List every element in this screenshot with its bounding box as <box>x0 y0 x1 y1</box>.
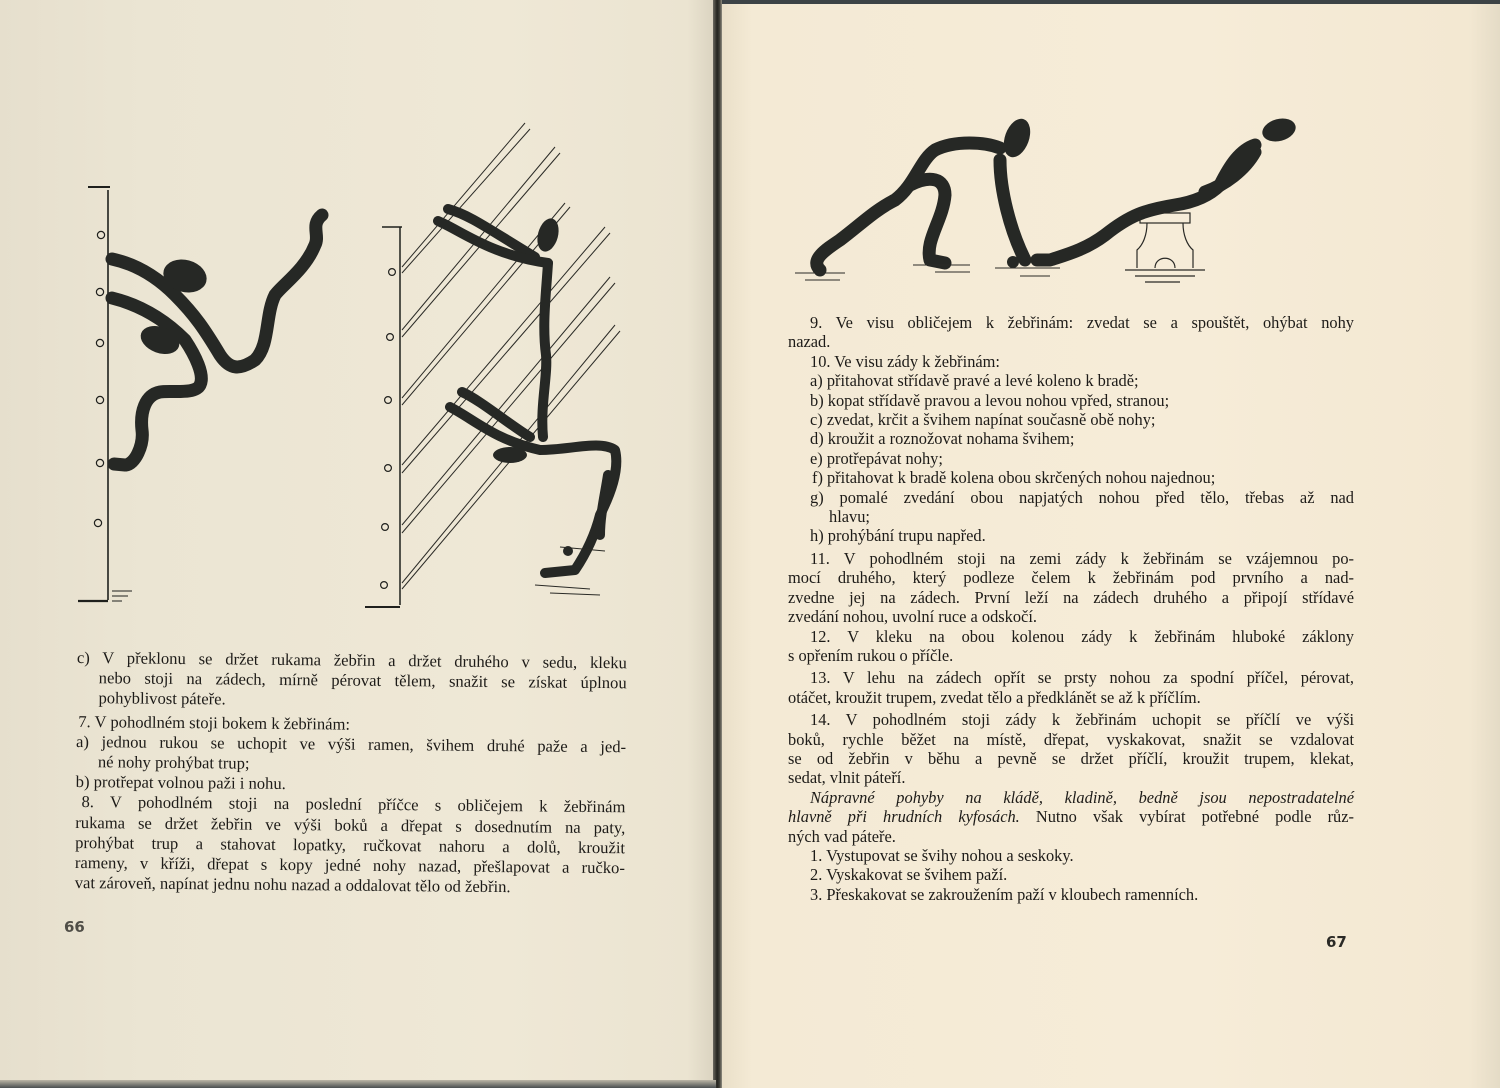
normal-text: Nutno však vybírat potřebné podle růz- <box>1019 807 1354 827</box>
item-13 <box>788 668 1354 707</box>
text-line: a) přitahovat střídavě pravé a levé koleno k bradě; <box>810 371 1139 391</box>
text-line: boků, rychle běžet na místě, dřepat, vyskakovat, snažit se vzdalovat <box>788 729 1354 749</box>
wall-bars-icon <box>78 187 132 601</box>
gymnast-head-icon <box>493 216 573 556</box>
text-line: 13. V lehu na zádech opřít se prsty nohou za spodní příčel, pérovat, <box>810 668 1354 688</box>
text-line: a) jednou rukou se uchopit ve výši ramen, švihem druhé paže a jed- <box>76 731 627 757</box>
item-12 <box>788 627 1354 666</box>
item-b3 <box>788 885 1354 904</box>
text-line: vat zároveň, napínat jednu nohu nazad a oddalovat tělo od žebřin. <box>74 873 511 897</box>
text-line: prohýbat trup a stahovat lopatky, ručkovat nahoru a dolů, kroužit <box>75 832 626 858</box>
diagonal-bars-icon <box>402 123 620 589</box>
text-line: d) kroužit a roznožovat nohama švihem; <box>810 429 1075 449</box>
gymnast-head-icon <box>999 115 1298 268</box>
text-line: 8. V pohodlném stoji na poslední příčce s obličejem k žebřinám <box>81 792 626 817</box>
text-line: zvedne jej na zádech. První leží na zádech druhého a připojí střídavé <box>788 587 1354 607</box>
item-10h <box>788 526 1354 545</box>
text-line: e) protřepávat nohy; <box>810 448 943 468</box>
item-10g <box>788 488 1354 527</box>
text-line: mocí druhého, který podleze čelem k žebřinám pod prvního a nad- <box>788 568 1354 588</box>
text-line: otáčet, kroužit trupem, zvedat tělo a předklánět se až k příčlím. <box>788 687 1201 707</box>
text-line: b) protřepat volnou paži i nohu. <box>75 772 286 794</box>
text-line: 14. V pohodlném stoji zády k žebřinám uchopit se příčlí ve výši <box>810 710 1354 730</box>
text-line: nebo stoji na zádech, mírně pérovat tělem, snažit se získat úplnou <box>98 668 627 693</box>
text-line: rukama se držet žebřin ve výši boků a dřepat s dosednutím na paty, <box>75 812 626 837</box>
item-10f <box>788 468 1354 487</box>
text-line: sedat, vlnit páteří. <box>788 768 906 788</box>
text-line: pohyblivost páteře. <box>98 688 226 709</box>
text-line: Nápravné pohyby na kládě, kladině, bedně jsou nepostradatelné <box>810 787 1354 807</box>
intro-corrective-exercises <box>788 788 1354 846</box>
text-line: 9. Ve visu obličejem k žebřinám: zvedat se a spouštět, ohýbat nohy <box>810 313 1354 332</box>
item-14 <box>788 710 1354 788</box>
text-line: 11. V pohodlném stoji na zemi zády k žebřinám se vzájemnou po- <box>810 548 1354 568</box>
item-10a <box>788 371 1354 390</box>
text-line: g) pomalé zvedání obou napjatých nohou před tělo, třebas až nad <box>810 487 1354 507</box>
text-line: 2. Vyskakovat se švihem paží. <box>810 865 1008 885</box>
item-10 <box>788 352 1354 371</box>
item-10d <box>788 429 1354 448</box>
paragraph-7a <box>76 732 626 778</box>
floor-lines-icon <box>795 265 1060 280</box>
item-b2 <box>788 865 1354 884</box>
text-line: h) prohýbání trupu napřed. <box>810 526 986 546</box>
text-line: c) V překlonu se držet rukama žebřin a držet druhého v sedu, kleku <box>76 648 627 673</box>
page-number-left: 66 <box>64 918 85 936</box>
text-line: 7. V pohodlném stoji bokem k žebřinám: <box>78 711 351 734</box>
left-page-text <box>75 648 627 899</box>
text-line: 3. Přeskakovat se zakroužením paží v kloubech ramenních. <box>810 884 1199 904</box>
item-b1 <box>788 846 1354 865</box>
text-line: s opřením rukou o příčle. <box>788 645 954 665</box>
text-line: zvedání nohou, uvolní ruce a odskočí. <box>788 607 1037 627</box>
text-line: hlavu; <box>829 507 870 527</box>
text-line: 10. Ve visu zády k žebřinám: <box>810 351 1000 371</box>
paragraph-6c <box>76 648 627 714</box>
text-line: rameny, v kříži, dřepat s kopy jedné nohy nazad, přešlapovat a ručko- <box>74 853 626 878</box>
text-line: ných vad páteře. <box>788 826 896 846</box>
text-line: 12. V kleku na obou kolenou zády k žebřinám hluboké záklony <box>810 626 1354 646</box>
text-line: c) zvedat, krčit a švihem napínat současně obě nohy; <box>810 410 1156 430</box>
italic-text: hlavně při hrudních kyfosách. <box>788 807 1020 827</box>
right-page-text <box>788 313 1354 904</box>
text-line: se od žebřin v běhu a pevně se držet příčlí, kroužit trupem, klekat, <box>788 748 1354 768</box>
item-9 <box>788 313 1354 352</box>
item-11 <box>788 549 1354 627</box>
wall-bars-icon <box>365 227 402 607</box>
figure-wall-bars-side-bend <box>70 180 350 610</box>
text-line: nazad. <box>788 332 831 352</box>
text-line: 1. Vystupovat se švihy nohou a seskoky. <box>810 845 1074 865</box>
figure-push-up-crouch <box>785 110 1375 290</box>
gymnast-crouch-icon <box>817 143 1255 270</box>
page-bottom-edge <box>0 1080 716 1088</box>
item-10c <box>788 410 1354 429</box>
text-line: b) kopat střídavě pravou a levou nohou vpřed, stranou; <box>810 390 1170 410</box>
text-line: f) přitahovat k bradě kolena obou skrčených nohou najednou; <box>812 468 1216 488</box>
bench-icon <box>1125 213 1205 282</box>
text-line <box>788 807 1354 826</box>
item-10e <box>788 449 1354 468</box>
page-number-right: 67 <box>1326 933 1347 951</box>
book-spine <box>713 0 722 1088</box>
figure-wall-bars-squat <box>360 115 640 615</box>
item-10b <box>788 391 1354 410</box>
text-line: né nohy prohýbat trup; <box>97 752 250 773</box>
paragraph-8 <box>75 792 626 898</box>
